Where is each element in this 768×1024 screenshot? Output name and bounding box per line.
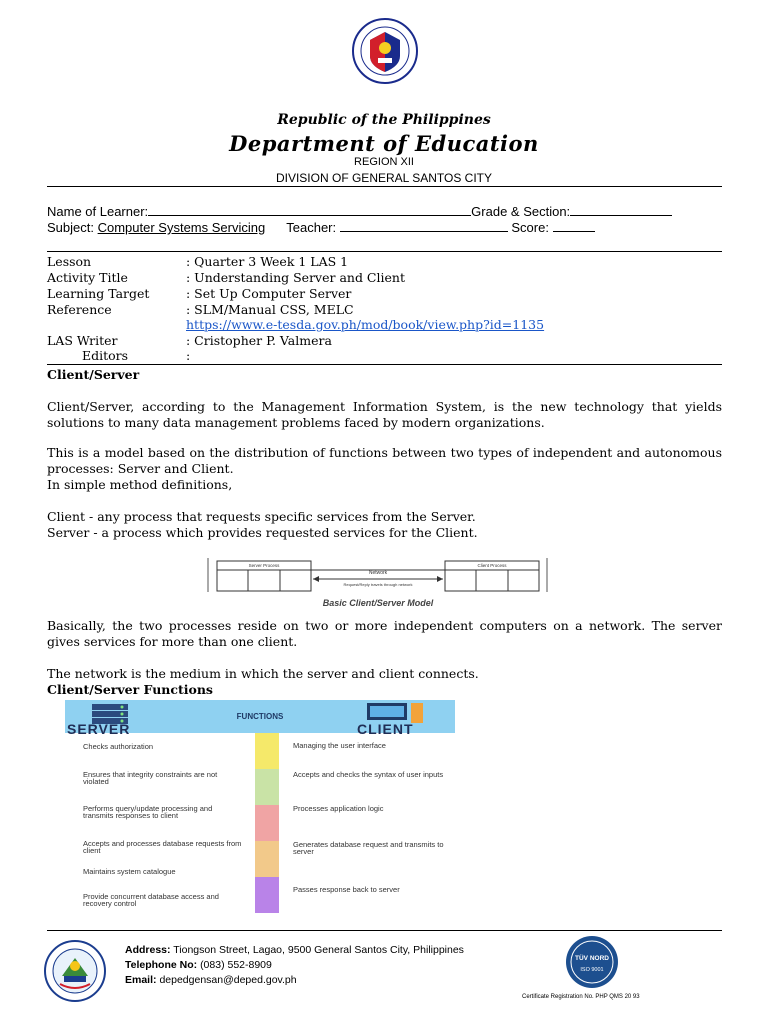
republic-heading: Republic of the Philippines: [277, 112, 491, 128]
subject-label: Subject:: [47, 220, 94, 235]
request-reply-label: Request/Reply travels through network: [343, 582, 413, 587]
tuv-certification-logo: [565, 935, 619, 989]
server-definition: Server - a process which provides requested services for the Client.: [47, 525, 478, 540]
paragraph-3: In simple method definitions,: [47, 477, 233, 492]
client-function-item: Managing the user interface: [293, 741, 386, 750]
server-function-item: Accepts and processes database requests from client: [83, 839, 242, 855]
writer-label: LAS Writer: [47, 333, 118, 348]
client-function-item: Generates database request and transmits to server: [293, 840, 444, 856]
activity-value: : Understanding Server and Client: [186, 270, 405, 285]
function-color-band: [255, 733, 279, 769]
client-function-item: Processes application logic: [293, 804, 384, 813]
paragraph-5: The network is the medium in which the server and client connects.: [47, 666, 479, 681]
function-color-strip: [255, 733, 279, 913]
section-heading-functions: Client/Server Functions: [47, 682, 213, 697]
email-label: Email:: [125, 974, 157, 986]
paragraph-2: This is a model based on the distribution of functions between two types of independent and autonomous processes: Server and Client.: [47, 445, 722, 476]
iso-text: ISO 9001: [580, 967, 604, 973]
lesson-value: : Quarter 3 Week 1 LAS 1: [186, 254, 349, 269]
function-color-band: [255, 769, 279, 805]
editors-label: Editors: [82, 348, 129, 363]
target-label: Learning Target: [47, 286, 150, 301]
tuv-text: TÜV NORD: [575, 955, 609, 962]
client-definition: Client - any process that requests specific services from the Server.: [47, 509, 476, 524]
server-function-item: Performs query/update processing and transmits responses to client: [83, 804, 213, 820]
subject-value: Computer Systems Servicing: [97, 220, 266, 235]
phone-label: Telephone No:: [125, 959, 198, 971]
client-process-label: Client Process: [477, 563, 507, 568]
reference-link[interactable]: https://www.e-tesda.gov.ph/mod/book/view.php?id=1135: [186, 317, 545, 332]
phone-value: (083) 552-8909: [200, 959, 272, 971]
editors-value: :: [186, 348, 191, 363]
functions-table: [65, 700, 455, 915]
server-process-label: Server Process: [248, 563, 280, 568]
paragraph-4: Basically, the two processes reside on two or more independent computers on a network. The server gives services for more than one client.: [47, 618, 722, 649]
deped-seal-logo: [352, 18, 418, 84]
client-server-diagram: [205, 556, 550, 612]
region-text: REGION XII: [354, 156, 414, 168]
reference-value: : SLM/Manual CSS, MELC: [186, 302, 354, 317]
function-color-band: [255, 805, 279, 841]
score-blank[interactable]: [553, 230, 595, 232]
name-label: Name of Learner:: [47, 204, 149, 219]
header-divider: [47, 186, 722, 187]
server-function-item: Ensures that integrity constraints are not violated: [83, 770, 218, 786]
client-function-item: Accepts and checks the syntax of user inputs: [293, 770, 444, 779]
subject-row: [47, 220, 595, 235]
info-divider: [47, 251, 722, 252]
target-value: : Set Up Computer Server: [186, 286, 352, 301]
meta-divider: [47, 364, 722, 365]
client-title: CLIENT: [357, 721, 414, 737]
footer-email: [125, 974, 297, 986]
writer-value: : Cristopher P. Valmera: [186, 333, 332, 348]
division-text: DIVISION OF GENERAL SANTOS CITY: [275, 171, 493, 185]
activity-label: Activity Title: [47, 270, 128, 285]
reference-label: Reference: [47, 302, 112, 317]
division-seal-logo: [44, 940, 106, 1002]
lesson-label: Lesson: [47, 254, 92, 269]
server-title: SERVER: [67, 721, 131, 737]
grade-blank[interactable]: [570, 214, 672, 216]
teacher-blank[interactable]: [340, 230, 508, 232]
paragraph-1: Client/Server, according to the Management Information System, is the new technology that yields solutions to many data management problems faced by modern organizations.: [47, 399, 722, 430]
server-function-item: Checks authorization: [83, 742, 154, 751]
department-heading: Department of Education: [229, 131, 539, 156]
server-function-item: Maintains system catalogue: [83, 867, 176, 876]
grade-label: Grade & Section:: [471, 204, 571, 219]
footer-divider: [47, 930, 722, 931]
learner-name-row: [47, 204, 672, 219]
address-value: Tiongson Street, Lagao, 9500 General Santos City, Philippines: [173, 944, 464, 956]
name-blank[interactable]: [148, 214, 471, 216]
footer-address: [125, 944, 464, 956]
footer-phone: [125, 959, 272, 971]
section-heading-client-server: Client/Server: [47, 367, 140, 382]
client-function-item: Passes response back to server: [293, 885, 400, 894]
function-color-band: [255, 841, 279, 877]
diagram-caption: Basic Client/Server Model: [322, 598, 434, 608]
network-label: Network: [368, 570, 388, 576]
email-value[interactable]: depedgensan@deped.gov.ph: [159, 974, 297, 986]
certificate-registration: Certificate Registration No. PHP QMS 20 93: [522, 994, 640, 1000]
teacher-label: Teacher:: [286, 220, 337, 235]
functions-title: FUNCTIONS: [236, 712, 284, 721]
address-label: Address:: [125, 944, 171, 956]
score-label: Score:: [511, 220, 549, 235]
function-color-band: [255, 877, 279, 913]
server-function-item: Provide concurrent database access and recovery control: [83, 892, 219, 908]
